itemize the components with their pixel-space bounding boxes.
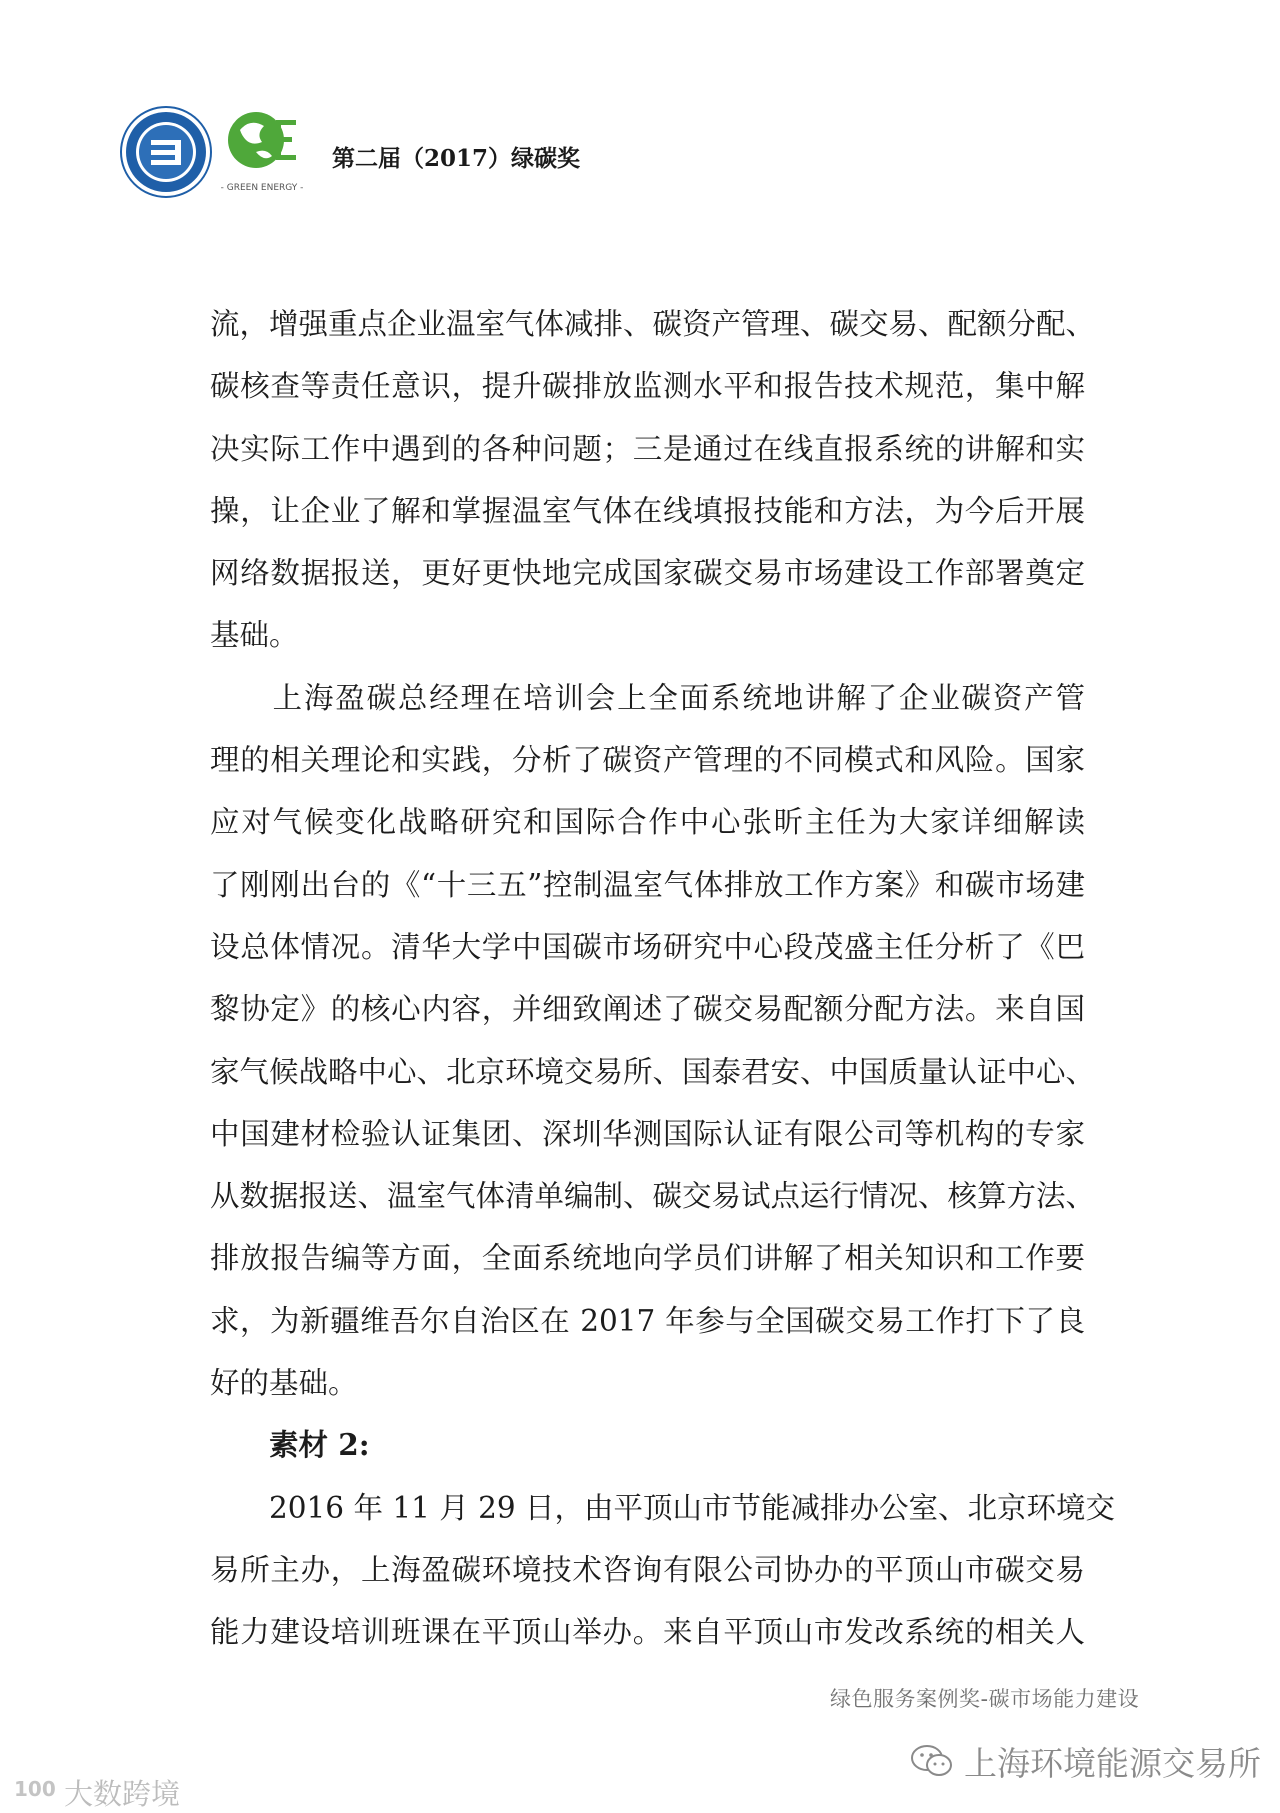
wechat-account-name: 上海环境能源交易所 xyxy=(964,1744,1261,1783)
body-line: 家气候战略中心、北京环境交易所、国泰君安、中国质量认证中心、 xyxy=(210,1054,1096,1089)
green-energy-logo xyxy=(220,104,304,208)
body-line: 求，为新疆维吾尔自治区在 2017 年参与全国碳交易工作打下了良 xyxy=(210,1303,1085,1338)
corner-watermark-text: 大数跨境 xyxy=(64,1777,181,1811)
body-line: 易所主办，上海盈碳环境技术咨询有限公司协办的平顶山市碳交易 xyxy=(210,1552,1085,1587)
document-body xyxy=(210,293,1116,1664)
body-line: 好的基础。 xyxy=(210,1366,358,1401)
header-title: 第二届（2017）绿碳奖 xyxy=(332,145,581,172)
body-line: 流，增强重点企业温室气体减排、碳资产管理、碳交易、配额分配、 xyxy=(210,307,1096,341)
body-line: 中国建材检验认证集团、深圳华测国际认证有限公司等机构的专家 xyxy=(210,1116,1085,1151)
body-line: 排放报告编等方面，全面系统地向学员们讲解了相关知识和工作要 xyxy=(210,1241,1085,1276)
body-line: 设总体情况。清华大学中国碳市场研究中心段茂盛主任分析了《巴 xyxy=(210,929,1085,964)
body-line: 基础。 xyxy=(210,618,299,653)
body-line: 了刚刚出台的《“十三五”控制温室气体排放工作方案》和碳市场建 xyxy=(210,867,1085,902)
exchange-logo xyxy=(120,106,212,198)
brand-badge-icon xyxy=(12,1774,60,1804)
body-line: 网络数据报送，更好更快地完成国家碳交易市场建设工作部署奠定 xyxy=(210,556,1085,591)
body-line: 碳核查等责任意识，提升碳排放监测水平和报告技术规范，集中解 xyxy=(210,369,1085,404)
body-line: 2016 年 11 月 29 日，由平顶山市节能减排办公室、北京环境交 xyxy=(210,1490,1116,1525)
section-heading: 素材 2: xyxy=(210,1427,370,1463)
body-line: 从数据报送、温室气体清单编制、碳交易试点运行情况、核算方法、 xyxy=(210,1179,1096,1214)
body-line: 应对气候变化战略研究和国际合作中心张昕主任为大家详细解读 xyxy=(210,805,1085,840)
footer-caption: 绿色服务案例奖-碳市场能力建设 xyxy=(830,1687,1140,1711)
body-line: 能力建设培训班课在平顶山举办。来自平顶山市发改系统的相关人 xyxy=(210,1615,1085,1650)
page-header xyxy=(120,104,1160,214)
brand-badge-text: 100 xyxy=(14,1777,56,1801)
body-line: 操，让企业了解和掌握温室气体在线填报技能和方法，为今后开展 xyxy=(210,493,1085,528)
body-line: 决实际工作中遇到的各种问题；三是通过在线直报系统的讲解和实 xyxy=(210,431,1085,466)
body-line: 理的相关理论和实践，分析了碳资产管理的不同模式和风险。国家 xyxy=(210,743,1085,778)
body-line: 上海盈碳总经理在培训会上全面系统地讲解了企业碳资产管 xyxy=(210,680,1085,715)
wechat-icon xyxy=(910,1744,954,1778)
body-line: 黎协定》的核心内容，并细致阐述了碳交易配额分配方法。来自国 xyxy=(210,992,1085,1027)
logo-caption: - GREEN ENERGY - xyxy=(220,183,304,193)
